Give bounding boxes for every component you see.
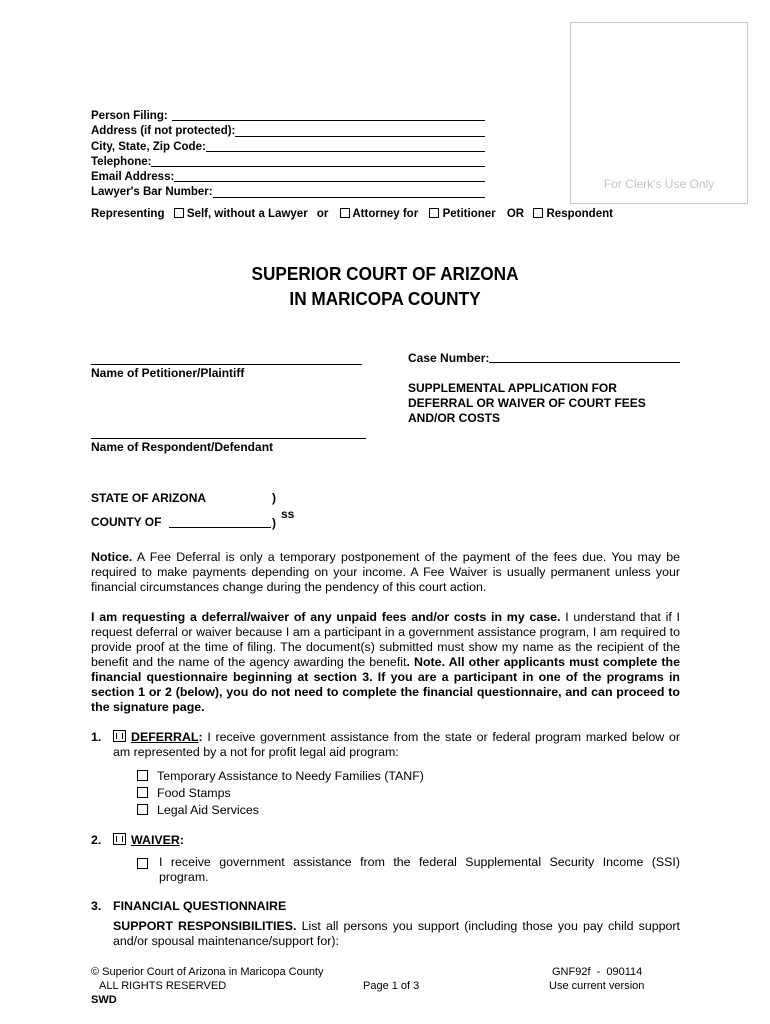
telephone-label: Telephone: bbox=[91, 155, 152, 168]
respondent-checkbox[interactable] bbox=[533, 208, 543, 218]
or-label: or bbox=[316, 208, 329, 220]
deferral-options bbox=[137, 768, 424, 819]
petitioner-label: Name of Petitioner/Plaintiff bbox=[91, 366, 245, 380]
or-label-2: OR bbox=[506, 208, 525, 220]
city-state-zip-label: City, State, Zip Code: bbox=[91, 140, 206, 153]
waiver-title: WAIVER bbox=[131, 833, 180, 847]
petitioner-checkbox[interactable] bbox=[429, 208, 439, 218]
document-title bbox=[408, 381, 646, 426]
county-label: COUNTY OF bbox=[91, 515, 162, 529]
footer-version: Use current version bbox=[549, 980, 645, 992]
city-state-zip-field[interactable] bbox=[206, 140, 485, 152]
attorney-label: Attorney for bbox=[352, 208, 419, 220]
footer-rights: ALL RIGHTS RESERVED bbox=[99, 980, 227, 992]
document-title-line3: AND/OR COSTS bbox=[408, 411, 501, 425]
person-filing-field[interactable] bbox=[172, 109, 485, 121]
footer-form-id: GNF92f - 090114 bbox=[552, 966, 643, 978]
tanf-option bbox=[137, 768, 424, 785]
petitioner-label: Petitioner bbox=[442, 208, 496, 220]
petitioner-name-field[interactable] bbox=[91, 364, 362, 365]
state-paren: ) bbox=[272, 491, 276, 505]
representing-label: Representing bbox=[91, 208, 165, 220]
case-number-label: Case Number: bbox=[408, 351, 490, 365]
support-text: List all persons you support (including those you pay child support and/or spousal maintenance/support for): bbox=[113, 919, 681, 948]
section3-number: 3. bbox=[91, 899, 102, 913]
case-number-row bbox=[408, 351, 680, 365]
document-title-line2: DEFERRAL OR WAIVER OF COURT FEES bbox=[408, 396, 646, 410]
deferral-checkbox[interactable] bbox=[113, 730, 126, 742]
section1-block bbox=[113, 730, 680, 760]
food-stamps-label: Food Stamps bbox=[157, 786, 231, 800]
food-stamps-option bbox=[137, 785, 424, 802]
ss-label: ss bbox=[281, 507, 295, 521]
section1-number: 1. bbox=[91, 730, 102, 744]
court-title bbox=[27, 261, 743, 311]
clerk-use-label: For Clerk's Use Only bbox=[603, 177, 715, 191]
request-paragraph bbox=[91, 610, 680, 715]
support-paragraph bbox=[113, 919, 680, 949]
court-title-line2: IN MARICOPA COUNTY bbox=[289, 288, 481, 309]
tanf-checkbox[interactable] bbox=[137, 770, 148, 781]
deferral-title: DEFERRAL bbox=[131, 730, 199, 744]
representing-row bbox=[91, 208, 613, 220]
section3-title: FINANCIAL QUESTIONNAIRE bbox=[113, 899, 287, 913]
ssi-checkbox[interactable] bbox=[137, 858, 148, 869]
footer-page-number: Page 1 of 3 bbox=[363, 980, 420, 992]
deferral-colon: : bbox=[198, 730, 203, 744]
waiver-colon: : bbox=[179, 833, 185, 847]
support-heading: SUPPORT RESPONSIBILITIES. bbox=[113, 919, 297, 933]
request-note: Note. All other applicants must complete the financial questionnaire beginning at section 3. If you are a participant in one of the programs in section 1 or 2 (below), you do not need to complete the financial questionnaire, and can proceed to the signature page. bbox=[91, 655, 680, 714]
county-field[interactable] bbox=[169, 527, 271, 528]
clerk-use-box bbox=[570, 22, 748, 204]
notice-heading: Notice. bbox=[91, 550, 133, 564]
legal-aid-checkbox[interactable] bbox=[137, 804, 148, 815]
county-paren: ) bbox=[272, 516, 276, 530]
food-stamps-checkbox[interactable] bbox=[137, 787, 148, 798]
bar-number-label: Lawyer's Bar Number: bbox=[91, 186, 213, 199]
bar-number-field[interactable] bbox=[213, 185, 485, 197]
telephone-field[interactable] bbox=[151, 155, 485, 167]
request-intro: I am requesting a deferral/waiver of any unpaid fees and/or costs in my case. bbox=[91, 610, 561, 624]
respondent-label: Respondent bbox=[546, 208, 613, 220]
footer-copyright: © Superior Court of Arizona in Maricopa County bbox=[91, 966, 324, 978]
self-label: Self, without a Lawyer bbox=[186, 208, 308, 220]
ssi-option-label: I receive government assistance from the federal Supplemental Security Income (SSI) program. bbox=[159, 855, 680, 884]
footer-code: SWD bbox=[91, 994, 117, 1006]
attorney-checkbox[interactable] bbox=[340, 208, 350, 218]
self-checkbox[interactable] bbox=[174, 208, 184, 218]
email-field[interactable] bbox=[174, 170, 485, 182]
state-label: STATE OF ARIZONA bbox=[91, 491, 207, 505]
legal-aid-option bbox=[137, 802, 424, 819]
case-number-field[interactable] bbox=[489, 351, 680, 363]
address-label: Address (if not protected): bbox=[91, 125, 236, 138]
notice-text: A Fee Deferral is only a temporary postponement of the payment of the fees due. You may be required to make payments depending on your income. A Fee Waiver is usually permanent unless your financial circumstances change during the pendency of this court action. bbox=[91, 550, 680, 594]
section2-heading bbox=[113, 833, 184, 847]
legal-aid-label: Legal Aid Services bbox=[157, 803, 259, 817]
deferral-text: I receive government assistance from the state or federal program marked below or am represented by a not for profit legal aid program: bbox=[113, 730, 680, 759]
respondent-name-field[interactable] bbox=[91, 438, 366, 439]
email-label: Email Address: bbox=[91, 171, 175, 184]
person-filing-label: Person Filing: bbox=[91, 110, 168, 122]
notice-paragraph bbox=[91, 550, 680, 595]
section2-number: 2. bbox=[91, 833, 102, 847]
court-title-line1: SUPERIOR COURT OF ARIZONA bbox=[251, 263, 519, 284]
document-title-line1: SUPPLEMENTAL APPLICATION FOR bbox=[408, 381, 617, 395]
filer-info-block bbox=[91, 109, 485, 201]
request-period: . bbox=[406, 655, 410, 669]
waiver-checkbox[interactable] bbox=[113, 833, 126, 845]
address-field[interactable] bbox=[235, 124, 485, 136]
tanf-label: Temporary Assistance to Needy Families (TANF) bbox=[157, 769, 424, 783]
request-text: I understand that if I request deferral or waiver because I am a participant in a government assistance program, I am required to provide proof at the time of filing. The document(s) submitted must show my name as the recipient of the benefit and the name of the agency awarding the benefit bbox=[91, 610, 680, 669]
respondent-label: Name of Respondent/Defendant bbox=[91, 440, 274, 454]
